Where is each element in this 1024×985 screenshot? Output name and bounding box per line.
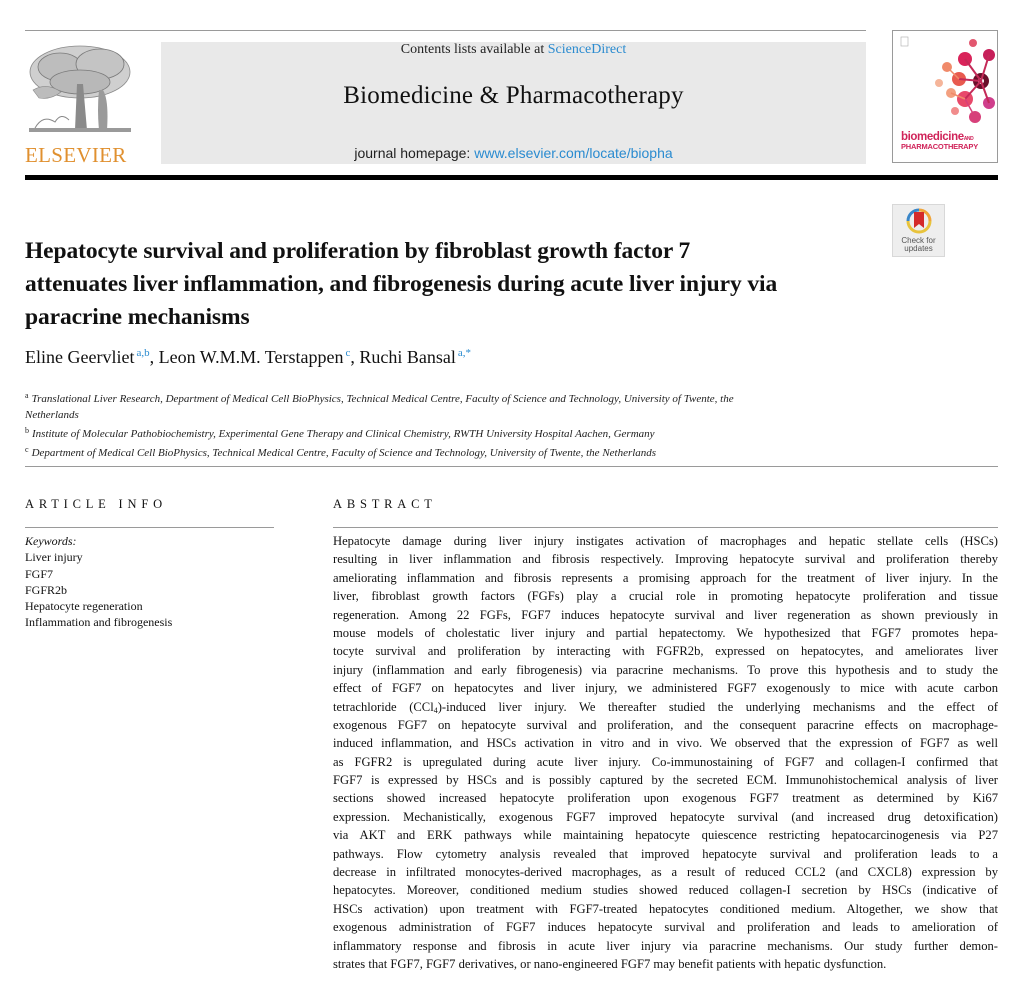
title-line: paracrine mechanisms — [25, 304, 250, 330]
article-title — [25, 235, 875, 334]
keywords-label: Keywords: — [25, 534, 77, 548]
top-divider — [25, 30, 866, 31]
keywords-list — [25, 533, 172, 631]
sciencedirect-link[interactable]: ScienceDirect — [547, 42, 627, 57]
contents-prefix: Contents lists available at — [400, 42, 548, 57]
abstract-line: FGF7 is expressed by HSCs and is possibly captured by the secreted ECM. Immunohistochemical analysis of liver — [333, 773, 998, 788]
journal-banner — [161, 42, 866, 164]
keyword-item: FGF7 — [25, 566, 54, 581]
affiliation-c: $^c$ Department of Medical Cell BioPhysics, Technical Medical Centre, Faculty of Science and Technology, University of Twente, the Netherlands — [25, 445, 657, 459]
journal-homepage-link[interactable]: www.elsevier.com/locate/biopha — [474, 145, 673, 161]
abstract-line: pathways. Flow cytometry analysis revealed that improved hepatocyte survival and proliferation leads to a — [333, 846, 998, 861]
publisher-wordmark: ELSEVIER — [25, 143, 127, 167]
cover-title-line2: PHARMACOTHERAPY — [901, 142, 979, 151]
journal-cover[interactable] — [892, 30, 998, 163]
abstract-line-ccl4: tetrachloride (CCl$_4$)-induced liver injury. We thereafter studied the underlying mechanisms and the effect of — [333, 699, 998, 715]
abstract-line: inflammatory response and fibrosis in acute liver injury via paracrine mechanisms. Our study further demon- — [333, 938, 998, 953]
abstract-line: decrease in infiltrated monocytes-derived macrophages, as a result of reduced CCL2 (and CXCL8) expression by — [333, 865, 998, 880]
title-line: Hepatocyte survival and proliferation by fibroblast growth factor 7 — [25, 238, 691, 264]
abstract-line: via AKT and ERK pathways while maintaining hepatocyte quiescence restricting hepatocarcinogenesis via P27 — [333, 828, 998, 843]
keyword-item: Hepatocyte regeneration — [25, 599, 143, 614]
check-for-updates-button[interactable] — [892, 204, 945, 257]
cover-title-line1: biomedicineAND — [901, 131, 974, 143]
header-divider — [25, 175, 998, 180]
section-divider — [25, 466, 998, 467]
journal-name: Biomedicine & Pharmacotherapy — [343, 82, 684, 109]
abstract-line: induced inflammation, and HSCs activation in vitro and in vivo. We observed that the expression of FGF7 as well — [333, 736, 998, 751]
abstract-line: sections showed increased hepatocyte proliferation upon exogenous FGF7 treatment as determined by Ki67 — [333, 791, 998, 806]
elsevier-tree-icon — [25, 42, 135, 140]
affiliation-a: $^a$ Translational Liver Research, Department of Medical Cell BioPhysics, Technical Medical Centre, Faculty of Science and Technology, University of Twente, the Netherlands — [25, 391, 734, 421]
author-name[interactable]: Eline Geervliet — [25, 347, 135, 367]
author-affiliation-link[interactable]: a,* — [457, 347, 472, 359]
abstract-line: ameliorating inflammation and fibrosis represents a promising approach for the treatment of liver injury. In the — [333, 570, 998, 585]
article-info-heading: ARTICLE INFO — [25, 497, 167, 511]
abstract-line: injury (inflammation and early fibrogenesis) via paracrine mechanisms. To prove this hypothesis and to study the — [333, 662, 998, 677]
title-line: attenuates liver inflammation, and fibrogenesis during acute liver injury via — [25, 271, 778, 297]
abstract-divider — [333, 527, 998, 528]
author-name[interactable]: Leon W.M.M. Terstappen — [158, 347, 344, 367]
abstract-line: tocyte survival and proliferation by interacting with FGFR2b, expressed on hepatocytes, and ameliorates liver — [333, 644, 998, 659]
abstract-line: regeneration. Among 22 FGFs, FGF7 induces hepatocyte survival and liver regeneration as shown previously in — [333, 607, 998, 622]
author-affiliation-link[interactable]: c — [345, 347, 351, 359]
affiliations — [25, 388, 855, 461]
abstract-line: exogenous administration of FGF7 induces hepatocyte survival and proliferation and leads to amelioration of — [333, 920, 998, 935]
abstract-line: resulting in liver inflammation and fibrosis respectively. Improving hepatocyte survival and proliferation thereby — [333, 552, 998, 567]
keyword-item: Liver injury — [25, 550, 83, 565]
abstract-line: strates that FGF7, FGF7 derivatives, or nano-engineered FGF7 may benefit patients with hepatic dysfunction. — [333, 956, 887, 971]
contents-line — [161, 42, 866, 58]
abstract-line: mouse models of cholestatic liver injury and partial hepatectomy. We hypothesized that FGF7 promotes hepa- — [333, 625, 998, 640]
abstract-line: expression. Mechanistically, exogenous FGF7 improved hepatocyte survival (and increased drug detoxification) — [333, 809, 998, 824]
abstract-line: exogenous FGF7 on hepatocyte survival and proliferation, and the consequent paracrine effects on macrophage- — [333, 717, 998, 732]
homepage-label: journal homepage: — [354, 145, 475, 161]
elsevier-logo[interactable] — [25, 42, 135, 166]
affiliation-b: $^b$ Institute of Molecular Pathobiochemistry, Experimental Gene Therapy and Clinical Chemistry, RWTH University Hospital Aachen, Germany — [25, 426, 655, 440]
abstract-line: as FGFR2 is upregulated during acute liver injury. Co-immunostaining of FGF7 and collagen-I confirmed that — [333, 754, 998, 769]
abstract-heading: ABSTRACT — [333, 497, 437, 511]
abstract-line: HSCs activation) upon treatment with FGF7-treated hepatocytes conditioned medium. Altogether, we show that — [333, 901, 998, 916]
check-updates-icon — [906, 208, 932, 236]
abstract-line: Hepatocyte damage during liver injury instigates activation of macrophages and hepatic stellate cells (HSCs) — [333, 534, 998, 548]
abstract-body — [333, 532, 998, 973]
keyword-item: Inflammation and fibrogenesis — [25, 615, 173, 630]
article-info-divider — [25, 527, 274, 528]
author-list: Eline Geervliet $^{a,b}$, Leon W.M.M. Terstappen $^c$, Ruchi Bansal $^{a,*}$ — [25, 347, 472, 367]
keyword-item: FGFR2b — [25, 582, 68, 597]
author-name[interactable]: Ruchi Bansal — [359, 347, 456, 367]
check-updates-label: Check for updates — [901, 236, 936, 253]
author-affiliation-link[interactable]: a,b — [136, 347, 150, 359]
abstract-line: liver, fibroblast growth factors (FGFs) play a crucial role in promoting hepatocyte proliferation and tissue — [333, 589, 998, 604]
homepage-line — [161, 145, 866, 161]
abstract-line: hepatocytes. Moreover, conditioned medium studies showed reduced collagen-I secretion by HSCs (indicative of — [333, 883, 998, 898]
abstract-line: effect of FGF7 on hepatocytes and liver injury, we administered FGF7 exogenously to mice with acute carbon — [333, 681, 998, 696]
